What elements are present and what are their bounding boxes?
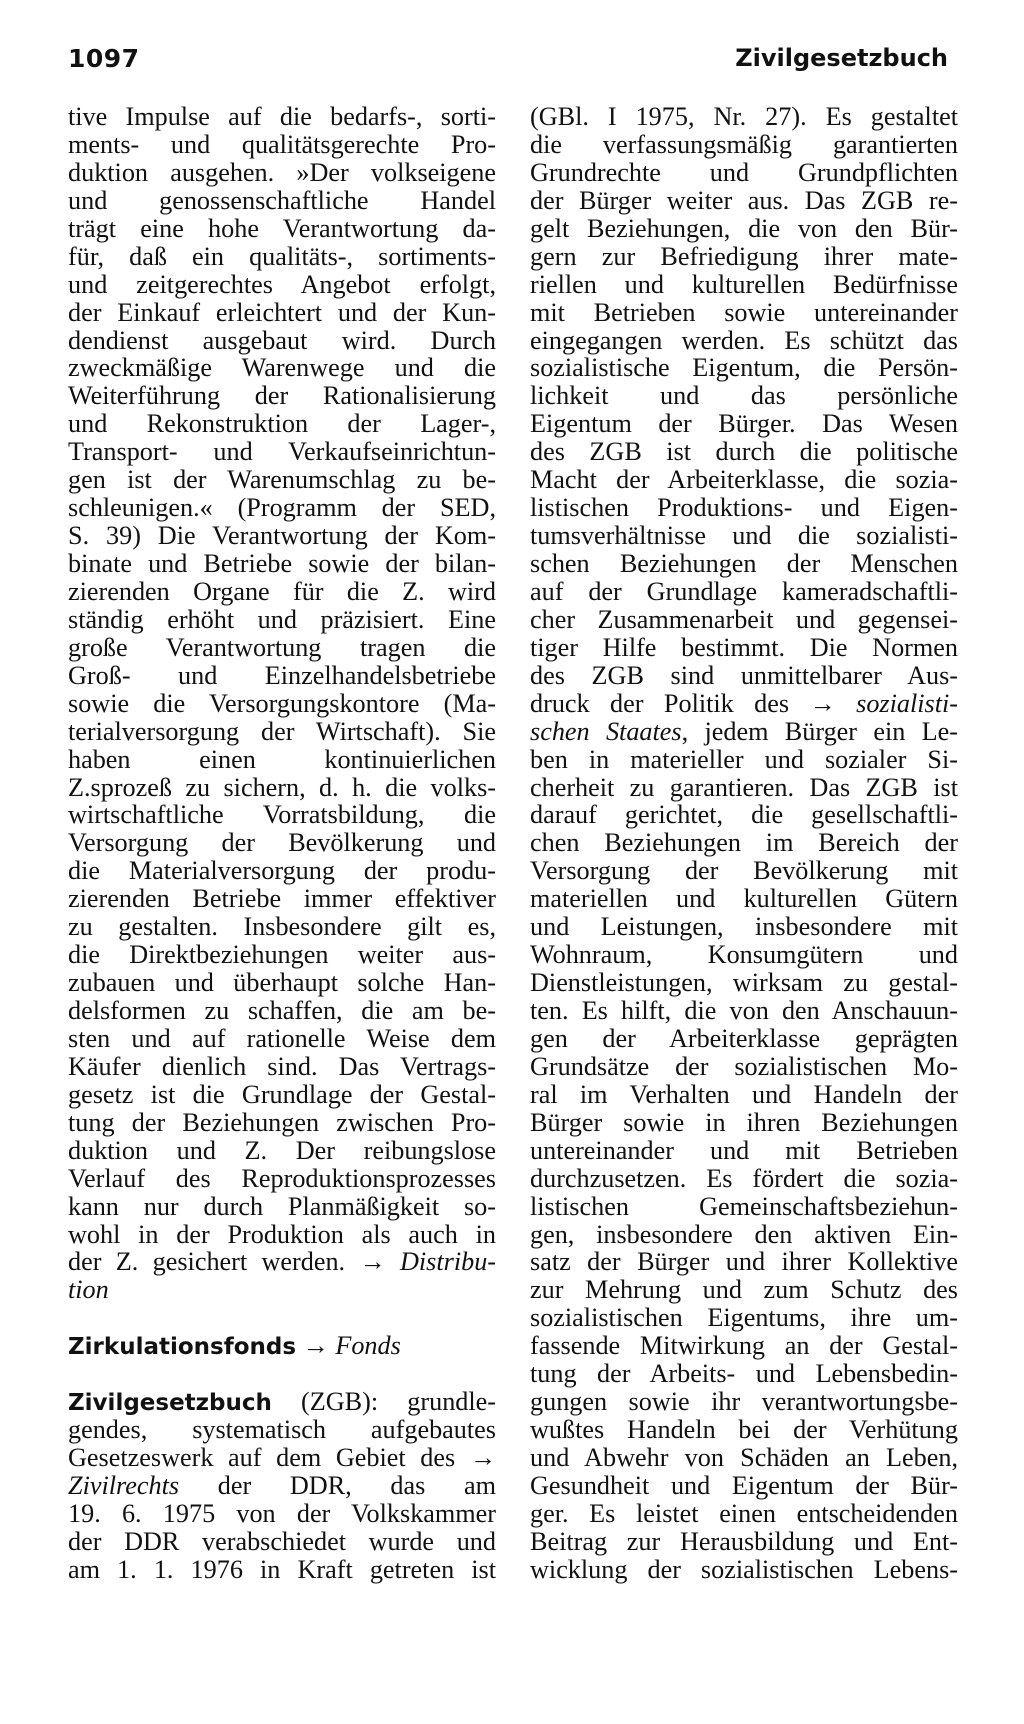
text-line: binate und Betriebe sowie der bilan- xyxy=(68,549,496,578)
text-line: tive Impulse auf die bedarfs-, sorti- xyxy=(68,102,496,131)
text-line xyxy=(530,690,958,718)
text-line: gesetz ist die Grundlage der Gestal- xyxy=(68,1079,496,1109)
text-line: Grundsätze der sozialistischen Mo- xyxy=(530,1051,958,1081)
cross-reference-link[interactable]: Fonds xyxy=(335,1331,401,1361)
text-line: Groß- und Einzelhandelsbetriebe xyxy=(68,660,496,690)
cross-reference-link[interactable]: Zivilrechts xyxy=(68,1470,180,1500)
text-line: zubauen und überhaupt solche Han- xyxy=(68,968,496,998)
text-line: wicklung der sozialistischen Lebens- xyxy=(530,1554,958,1584)
text-line: listischen Produktions- und Eigen- xyxy=(530,493,958,523)
text-line: sozialistischen Eigentums, ihre um- xyxy=(530,1303,958,1333)
text-line: 19. 6. 1975 von der Volkskammer xyxy=(68,1498,496,1528)
text-line: gen der Arbeiterklasse geprägten xyxy=(530,1023,958,1053)
text-line: wohl in der Produktion als auch in xyxy=(68,1219,496,1249)
text-line: duktion und Z. Der reibungslose xyxy=(68,1135,496,1165)
text-line: tung der Arbeits- und Lebensbedin- xyxy=(530,1359,958,1389)
text-line: und genossenschaftliche Handel xyxy=(68,185,496,215)
text-line: gelt Beziehungen, die von den Bür- xyxy=(530,213,958,243)
text-line xyxy=(68,1444,496,1472)
text-line: gen ist der Warenumschlag zu be- xyxy=(68,465,496,495)
text-line: für, daß ein qualitäts-, sortiments- xyxy=(68,241,496,271)
text-line: ral im Verhalten und Handeln der xyxy=(530,1079,958,1109)
line-text: druck der Politik des xyxy=(530,688,810,718)
text-line: die verfassungsmäßig garantierten xyxy=(530,129,958,159)
text-line: Wohnraum, Konsumgütern und xyxy=(530,940,958,970)
text-line: kann nur durch Planmäßigkeit so- xyxy=(68,1191,496,1221)
text-line: große Verantwortung tragen die xyxy=(68,632,496,662)
text-line: tung der Beziehungen zwischen Pro- xyxy=(68,1107,496,1137)
cross-reference-link[interactable]: tion xyxy=(68,1275,109,1305)
text-line: riellen und kulturellen Bedürfnisse xyxy=(530,269,958,299)
text-line: darauf gerichtet, die gesellschaftli- xyxy=(530,800,958,830)
text-line: schen Beziehungen der Menschen xyxy=(530,549,958,578)
text-line: dendienst ausgebaut wird. Durch xyxy=(68,325,496,355)
text-line: auf der Grundlage kameradschaftli- xyxy=(530,576,958,606)
text-line: und Abwehr von Schäden an Leben, xyxy=(530,1443,958,1472)
text-line: delsformen zu schaffen, die am be- xyxy=(68,996,496,1025)
text-line: gendes, systematisch aufgebautes xyxy=(68,1415,496,1445)
text-line: listischen Gemeinschaftsbeziehun- xyxy=(530,1191,958,1221)
entry-gap xyxy=(68,1360,496,1388)
text-line xyxy=(68,1276,496,1304)
text-line: zierenden Betriebe immer effektiver xyxy=(68,884,496,914)
cross-reference-arrow: → xyxy=(469,1443,496,1472)
cross-reference-arrow: → xyxy=(809,688,836,718)
text-line: zierenden Organe für die Z. wird xyxy=(68,576,496,606)
entry-zivilgesetzbuch xyxy=(68,1388,496,1416)
text-line: zu gestalten. Insbesondere gilt es, xyxy=(68,912,496,942)
text-line: und Leistungen, insbesondere mit xyxy=(530,912,958,942)
text-line: Z.sprozeß zu sichern, d. h. die volks- xyxy=(68,772,496,802)
text-line: mit Betrieben sowie untereinander xyxy=(530,297,958,327)
running-head: Zivilgesetzbuch xyxy=(735,44,948,72)
text-line: sowie die Versorgungskontore (Ma- xyxy=(68,688,496,718)
text-line: tumsverhältnisse und die sozialisti- xyxy=(530,521,958,551)
text-line: cherheit zu garantieren. Das ZGB ist xyxy=(530,772,958,802)
text-line: materiellen und kulturellen Gütern xyxy=(530,884,958,914)
text-line: chen Beziehungen im Bereich der xyxy=(530,828,958,858)
line-text: (ZGB): grundle- xyxy=(271,1387,496,1417)
text-line: Macht der Arbeiterklasse, die sozia- xyxy=(530,465,958,495)
text-line: cher Zusammenarbeit und gegensei- xyxy=(530,604,958,634)
text-line: sten und auf rationelle Weise dem xyxy=(68,1023,496,1053)
text-line: Transport- und Verkaufseinrichtun- xyxy=(68,437,496,467)
text-line: gern zur Befriedigung ihrer mate- xyxy=(530,241,958,271)
line-text: der Z. gesichert werden. xyxy=(68,1247,360,1277)
line-text: Gesetzeswerk auf dem Gebiet des xyxy=(68,1443,470,1472)
text-line: untereinander und mit Betrieben xyxy=(530,1135,958,1165)
entry-gap xyxy=(68,1304,496,1332)
text-line: Versorgung der Bevölkerung mit xyxy=(530,856,958,886)
text-line: Gesundheit und Eigentum der Bür- xyxy=(530,1470,958,1500)
entry-zirkulationsfonds xyxy=(68,1332,496,1360)
text-line: Bürger sowie in ihren Beziehungen xyxy=(530,1107,958,1137)
text-line: Grundrechte und Grundpflichten xyxy=(530,157,958,187)
entry-headword: Zirkulationsfonds xyxy=(68,1334,297,1361)
text-line: lichkeit und das persönliche xyxy=(530,381,958,411)
text-line: satz der Bürger und ihrer Kollektive xyxy=(530,1247,958,1277)
text-line: Dienstleistungen, wirksam zu gestal- xyxy=(530,968,958,998)
text-line: und zeitgerechtes Angebot erfolgt, xyxy=(68,269,496,299)
cross-reference-arrow: → xyxy=(359,1247,386,1277)
text-line: terialversorgung der Wirtschaft). Sie xyxy=(68,716,496,746)
text-line: Eigentum der Bürger. Das Wesen xyxy=(530,409,958,439)
text-line xyxy=(68,1472,496,1500)
text-line: gungen sowie ihr verantwortungsbe- xyxy=(530,1387,958,1417)
cross-reference-link[interactable]: schen Staates xyxy=(530,716,682,746)
text-line: die Direktbeziehungen weiter aus- xyxy=(68,940,496,970)
right-column xyxy=(530,103,958,1584)
text-line: des ZGB sind unmittelbarer Aus- xyxy=(530,660,958,690)
text-line: schleunigen.« (Programm der SED, xyxy=(68,493,496,523)
text-line: des ZGB ist durch die politische xyxy=(530,437,958,467)
text-line: S. 39) Die Verantwortung der Kom- xyxy=(68,521,496,551)
text-line xyxy=(68,1248,496,1276)
text-line: Versorgung der Bevölkerung und xyxy=(68,828,496,858)
text-line: haben einen kontinuierlichen xyxy=(68,744,496,774)
text-line: und Rekonstruktion der Lager-, xyxy=(68,409,496,439)
text-line: durchzusetzen. Es fördert die sozia- xyxy=(530,1163,958,1193)
cross-reference-link[interactable]: sozialisti- xyxy=(856,688,958,718)
text-line: Käufer dienlich sind. Das Vertrags- xyxy=(68,1051,496,1081)
text-line: der Bürger weiter aus. Das ZGB re- xyxy=(530,185,958,215)
text-line: zur Mehrung und zum Schutz des xyxy=(530,1275,958,1305)
text-line: gen, insbesondere den aktiven Ein- xyxy=(530,1219,958,1249)
text-line xyxy=(530,718,958,746)
line-text: , jedem Bürger ein Le- xyxy=(681,716,958,746)
text-line: der Einkauf erleichtert und der Kun- xyxy=(68,297,496,327)
page-number: 1097 xyxy=(68,44,140,73)
text-line: wußtes Handeln bei der Verhütung xyxy=(530,1415,958,1445)
text-line: Verlauf des Reproduktionsprozesses xyxy=(68,1163,496,1193)
text-line: eingegangen werden. Es schützt das xyxy=(530,325,958,355)
text-line: Beitrag zur Herausbildung und Ent- xyxy=(530,1526,958,1556)
text-line: ben in materieller und sozialer Si- xyxy=(530,744,958,774)
cross-reference-arrow: → xyxy=(302,1331,329,1361)
page-header xyxy=(68,44,948,88)
text-line: wirtschaftliche Vorratsbildung, die xyxy=(68,800,496,830)
left-column xyxy=(68,103,496,1584)
text-line: tiger Hilfe bestimmt. Die Normen xyxy=(530,632,958,662)
text-line: trägt eine hohe Verantwortung da- xyxy=(68,213,496,243)
text-line: ten. Es hilft, die von den Anschauun- xyxy=(530,996,958,1025)
text-line: ständig erhöht und präzisiert. Eine xyxy=(68,604,496,634)
text-line: ger. Es leistet einen entscheidenden xyxy=(530,1498,958,1528)
text-line: am 1. 1. 1976 in Kraft getreten ist xyxy=(68,1554,496,1584)
text-line: die Materialversorgung der produ- xyxy=(68,856,496,886)
text-line: sozialistische Eigentum, die Persön- xyxy=(530,353,958,383)
entry-headword: Zivilgesetzbuch xyxy=(68,1390,272,1417)
cross-reference-link[interactable]: Distribu- xyxy=(399,1247,497,1277)
text-line: (GBl. I 1975, Nr. 27). Es gestaltet xyxy=(530,102,958,131)
text-line: duktion ausgehen. »Der volkseigene xyxy=(68,157,496,187)
text-line: der DDR verabschiedet wurde und xyxy=(68,1526,496,1556)
line-text: der DDR, das am xyxy=(179,1470,496,1500)
text-line: ments- und qualitätsgerechte Pro- xyxy=(68,129,496,159)
text-line: fassende Mitwirkung an der Gestal- xyxy=(530,1331,958,1361)
text-line: zweckmäßige Warenwege und die xyxy=(68,353,496,383)
text-line: Weiterführung der Rationalisierung xyxy=(68,381,496,411)
